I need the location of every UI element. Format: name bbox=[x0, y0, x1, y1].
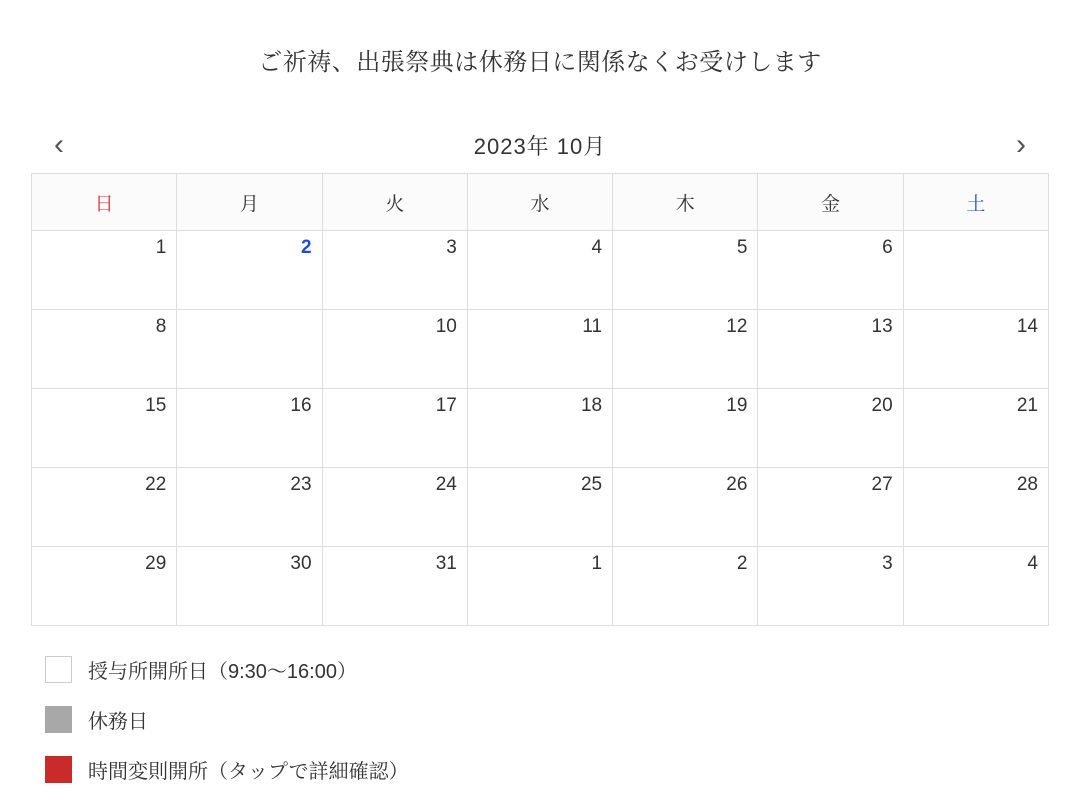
calendar-day-cell[interactable] bbox=[32, 468, 177, 547]
weekday-sun: 日 bbox=[32, 174, 177, 231]
day-number: 3 bbox=[446, 237, 457, 258]
chevron-right-icon[interactable]: › bbox=[1016, 128, 1026, 161]
page-title: ご祈祷、出張祭典は休務日に関係なくお受けします bbox=[258, 49, 822, 76]
day-number: 20 bbox=[871, 395, 893, 416]
calendar-day-cell[interactable] bbox=[32, 547, 177, 626]
day-number: 31 bbox=[435, 553, 457, 574]
calendar-day-cell[interactable] bbox=[467, 231, 612, 310]
day-number: 29 bbox=[145, 553, 167, 574]
legend-item-closed bbox=[45, 694, 1049, 744]
day-number: 22 bbox=[145, 474, 167, 495]
day-number: 1 bbox=[155, 237, 167, 258]
day-number: 5 bbox=[736, 237, 748, 258]
calendar-day-cell[interactable] bbox=[467, 389, 612, 468]
day-number: 3 bbox=[882, 553, 893, 574]
calendar-day-cell[interactable] bbox=[32, 310, 177, 389]
calendar-day-cell-special[interactable] bbox=[903, 231, 1048, 310]
calendar-day-cell[interactable] bbox=[177, 468, 322, 547]
legend bbox=[31, 644, 1049, 794]
legend-label: 時間変則開所（タップで詳細確認） bbox=[88, 760, 409, 783]
day-number: 13 bbox=[871, 316, 893, 337]
day-number: 15 bbox=[145, 395, 167, 416]
calendar-day-cell[interactable] bbox=[758, 310, 903, 389]
legend-swatch-red-icon bbox=[45, 756, 72, 783]
day-number: 19 bbox=[726, 395, 748, 416]
day-number: 26 bbox=[726, 474, 748, 495]
legend-swatch-gray-icon bbox=[45, 706, 72, 733]
day-number: 11 bbox=[582, 316, 603, 337]
calendar-day-cell-special[interactable] bbox=[177, 310, 322, 389]
weekday-mon: 月 bbox=[177, 174, 322, 231]
legend-label: 休務日 bbox=[88, 710, 148, 733]
calendar-day-cell[interactable] bbox=[177, 547, 322, 626]
calendar-day-cell[interactable] bbox=[903, 547, 1048, 626]
calendar-week-row bbox=[32, 389, 1049, 468]
calendar-day-cell[interactable] bbox=[613, 468, 758, 547]
calendar-nav bbox=[31, 123, 1049, 167]
calendar-day-cell[interactable] bbox=[758, 389, 903, 468]
calendar-day-cell[interactable] bbox=[613, 389, 758, 468]
calendar-month-title: 2023年 10月 bbox=[473, 133, 607, 159]
calendar-day-cell[interactable] bbox=[613, 547, 758, 626]
day-number: 30 bbox=[290, 553, 312, 574]
calendar-day-cell[interactable] bbox=[467, 310, 612, 389]
calendar-day-cell[interactable] bbox=[903, 310, 1048, 389]
day-number: 8 bbox=[155, 316, 167, 337]
legend-item-special bbox=[45, 744, 1049, 794]
calendar-day-cell[interactable] bbox=[177, 231, 322, 310]
calendar-day-cell[interactable] bbox=[758, 468, 903, 547]
day-number: 7 bbox=[1027, 237, 1038, 258]
day-number: 1 bbox=[591, 553, 603, 574]
day-number: 18 bbox=[580, 395, 603, 416]
day-number: 16 bbox=[290, 395, 312, 416]
calendar-weekday-header bbox=[32, 174, 1049, 231]
calendar-day-cell[interactable] bbox=[758, 547, 903, 626]
weekday-fri: 金 bbox=[758, 174, 903, 231]
weekday-sat: 土 bbox=[903, 174, 1048, 231]
calendar-day-cell[interactable] bbox=[32, 389, 177, 468]
calendar-day-cell[interactable] bbox=[903, 468, 1048, 547]
day-number: 14 bbox=[1016, 316, 1038, 337]
day-number: 25 bbox=[580, 474, 603, 495]
legend-swatch-white-icon bbox=[45, 656, 72, 683]
calendar-week-row bbox=[32, 231, 1049, 310]
day-number: 17 bbox=[435, 395, 457, 416]
day-number: 24 bbox=[435, 474, 457, 495]
day-number: 28 bbox=[1016, 474, 1038, 495]
calendar-widget bbox=[31, 77, 1049, 626]
calendar-day-cell[interactable] bbox=[32, 231, 177, 310]
day-number: 2 bbox=[736, 553, 748, 574]
day-number: 9 bbox=[300, 316, 312, 337]
day-number: 4 bbox=[1027, 553, 1038, 574]
day-number: 21 bbox=[1016, 395, 1038, 416]
calendar-day-cell[interactable] bbox=[758, 231, 903, 310]
calendar-day-cell[interactable] bbox=[322, 468, 467, 547]
calendar-day-cell[interactable] bbox=[613, 231, 758, 310]
weekday-wed: 水 bbox=[467, 174, 612, 231]
calendar-day-cell[interactable] bbox=[322, 231, 467, 310]
calendar-day-cell[interactable] bbox=[903, 389, 1048, 468]
day-number: 6 bbox=[882, 237, 893, 258]
calendar-day-cell[interactable] bbox=[613, 310, 758, 389]
legend-label: 授与所開所日（9:30〜16:00） bbox=[88, 660, 357, 683]
calendar-day-cell[interactable] bbox=[467, 468, 612, 547]
calendar-day-cell[interactable] bbox=[467, 547, 612, 626]
day-number: 2 bbox=[300, 237, 312, 258]
calendar-table bbox=[31, 173, 1049, 626]
day-number: 27 bbox=[871, 474, 893, 495]
day-number: 12 bbox=[726, 316, 748, 337]
calendar-week-row bbox=[32, 310, 1049, 389]
calendar-day-cell[interactable] bbox=[322, 310, 467, 389]
day-hours-note: 13:00〜16:00 bbox=[199, 351, 296, 368]
chevron-left-icon[interactable]: ‹ bbox=[54, 128, 64, 161]
day-hours-note: 14:30〜16:00 bbox=[926, 272, 1022, 289]
calendar-week-row bbox=[32, 468, 1049, 547]
calendar-day-cell[interactable] bbox=[322, 547, 467, 626]
day-number: 23 bbox=[290, 474, 312, 495]
day-number: 4 bbox=[591, 237, 603, 258]
day-number: 10 bbox=[435, 316, 457, 337]
calendar-day-cell[interactable] bbox=[322, 389, 467, 468]
calendar-week-row bbox=[32, 547, 1049, 626]
legend-item-open bbox=[45, 644, 1049, 694]
weekday-tue: 火 bbox=[322, 174, 467, 231]
weekday-thu: 木 bbox=[613, 174, 758, 231]
calendar-day-cell[interactable] bbox=[177, 389, 322, 468]
